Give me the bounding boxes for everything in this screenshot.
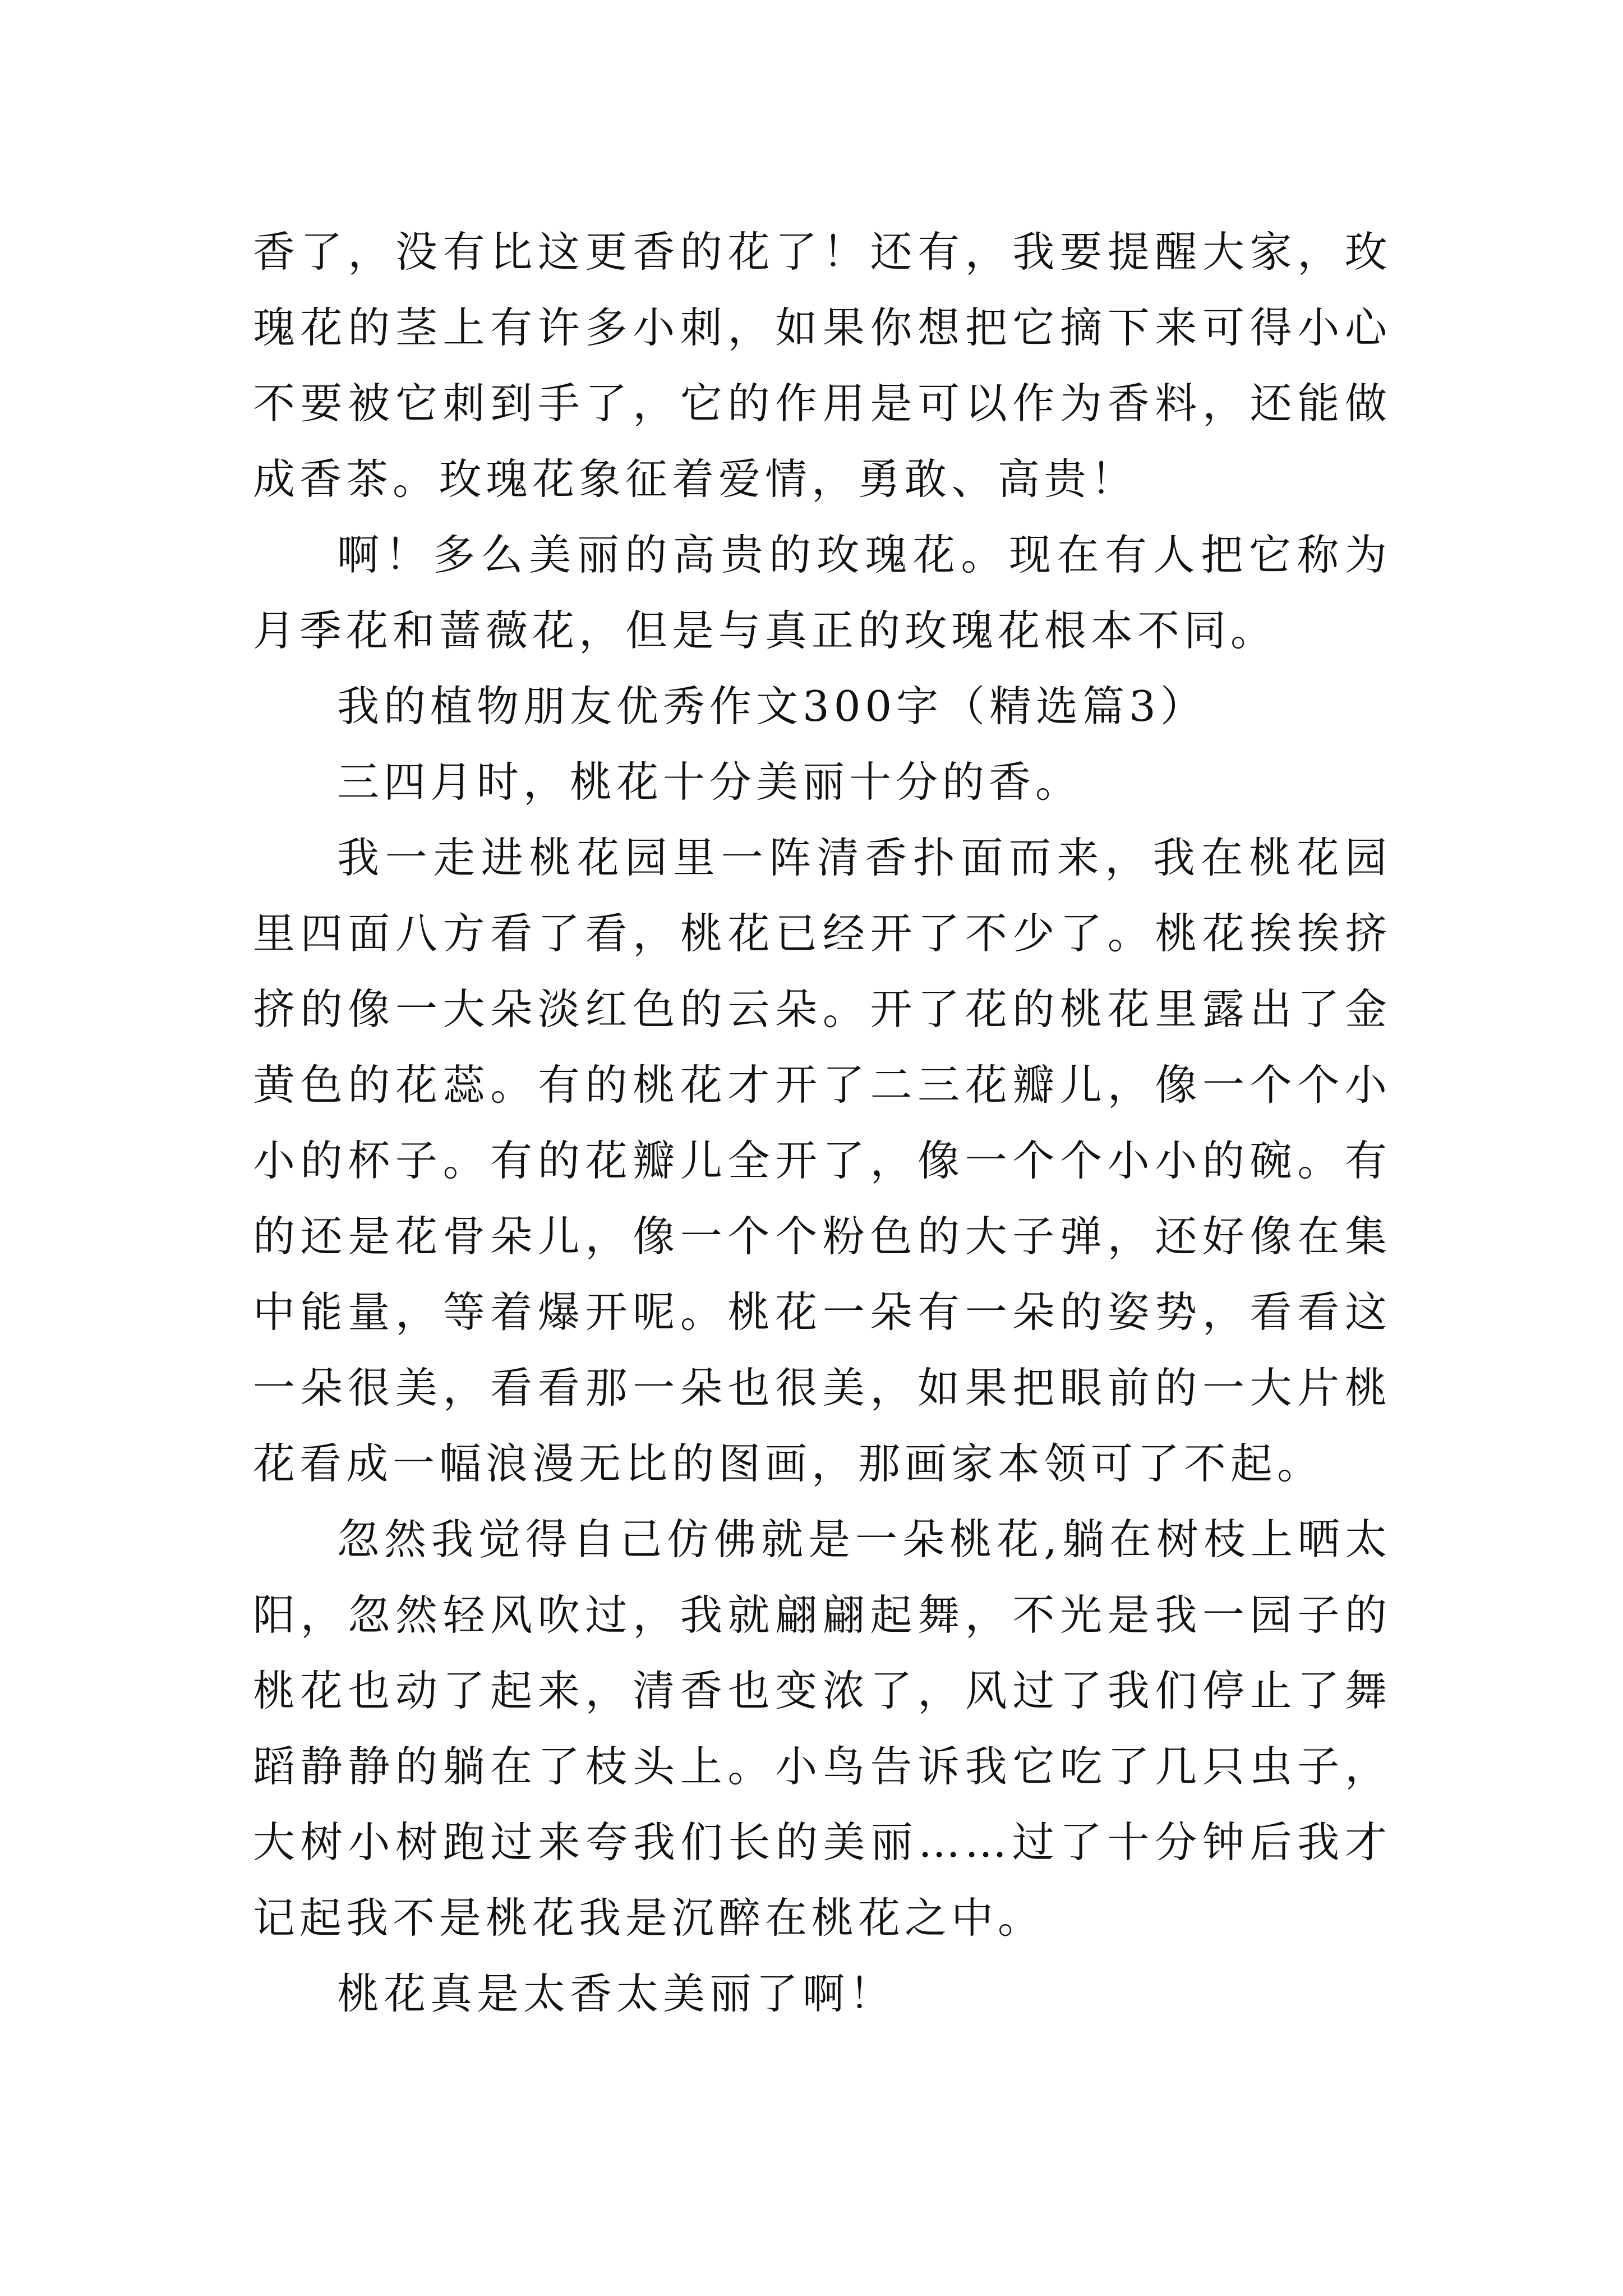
paragraph: 桃花真是太香太美丽了啊！	[337, 1969, 896, 2018]
essay-heading: 我的植物朋友优秀作文300字（精选篇3）	[337, 682, 1207, 731]
paragraph: 啊！多么美丽的高贵的玫瑰花。现在有人把它称为月季花和蔷薇花，但是与真正的玫瑰花根本不同。	[253, 530, 1391, 655]
paragraph-continuation: 香了，没有比这更香的花了！还有，我要提醒大家，玫瑰花的茎上有许多小刺，如果你想把它摘下来可得小心不要被它刺到手了，它的作用是可以作为香料，还能做成香茶。玫瑰花象征着爱情，勇敢、高贵！	[253, 227, 1391, 504]
paragraph: 我一走进桃花园里一阵清香扑面而来，我在桃花园里四面八方看了看，桃花已经开了不少了。桃花挨挨挤挤的像一大朵淡红色的云朵。开了花的桃花里露出了金黄色的花蕊。有的桃花才开了二三花瓣儿，像一个个小小的杯子。有的花瓣儿全开了，像一个个小小的碗。有的还是花骨朵儿，像一个个粉色的大子弹，还好像在集中能量，等着爆开呢。桃花一朵有一朵的姿势，看看这一朵很美，看看那一朵也很美，如果把眼前的一大片桃花看成一幅浪漫无比的图画，那画家本领可了不起。	[253, 833, 1391, 1488]
paragraph: 忽然我觉得自己仿佛就是一朵桃花,躺在树枝上晒太阳，忽然轻风吹过，我就翩翩起舞，不光是我一园子的桃花也动了起来，清香也变浓了，风过了我们停止了舞蹈静静的躺在了枝头上。小鸟告诉我它吃了几只虫子，大树小树跑过来夸我们长的美丽……过了十分钟后我才记起我不是桃花我是沉醉在桃花之中。	[253, 1515, 1391, 1943]
document-body	[253, 214, 1391, 2032]
paragraph: 三四月时，桃花十分美丽十分的香。	[337, 757, 1082, 807]
